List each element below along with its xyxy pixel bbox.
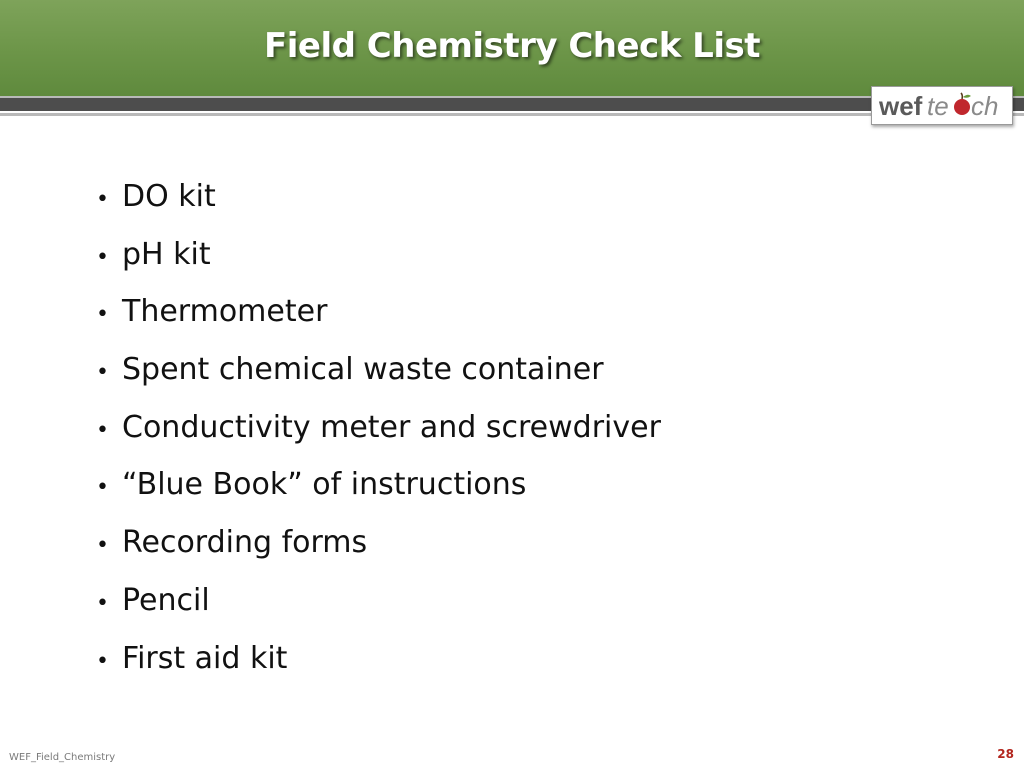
list-item-text: Recording forms <box>122 525 368 561</box>
list-item-text: Conductivity meter and screwdriver <box>122 409 661 445</box>
bullet-icon: • <box>96 475 109 501</box>
list-item-text: DO kit <box>122 179 216 214</box>
apple-icon <box>954 93 971 115</box>
bullet-icon: • <box>96 302 109 328</box>
bullet-icon: • <box>96 533 109 559</box>
wefteach-logo <box>871 86 1013 125</box>
logo-text-bold: wef <box>879 90 923 121</box>
list-item-text: Thermometer <box>122 294 328 330</box>
footer-label: WEF_Field_Chemistry <box>9 752 116 763</box>
bullet-icon: • <box>96 187 109 212</box>
list-item <box>96 290 661 348</box>
logo-text-italic-start: te <box>927 90 949 121</box>
logo-text-italic-end: ch <box>971 90 999 121</box>
list-item <box>96 579 661 637</box>
list-item-text: “Blue Book” of instructions <box>122 467 527 503</box>
slide-title: Field Chemistry Check List <box>264 26 760 66</box>
bullet-icon: • <box>96 590 109 616</box>
bullet-icon: • <box>96 244 109 270</box>
list-item <box>96 463 661 521</box>
list-item-text: Spent chemical waste container <box>122 352 604 388</box>
list-item <box>96 406 661 464</box>
list-item-text: pH kit <box>122 236 211 272</box>
bullet-icon: • <box>96 648 109 674</box>
checklist <box>96 175 661 694</box>
list-item <box>96 175 661 233</box>
page-number: 28 <box>997 747 1014 761</box>
bullet-icon: • <box>96 417 109 443</box>
list-item-text: First aid kit <box>122 640 288 676</box>
list-item <box>96 348 661 406</box>
list-item <box>96 521 661 579</box>
wefteach-logo-mark <box>875 90 1009 122</box>
title-bar <box>0 0 1024 96</box>
list-item <box>96 233 661 291</box>
list-item-text: Pencil <box>122 582 210 618</box>
bullet-icon: • <box>96 360 109 386</box>
list-item <box>96 637 661 695</box>
